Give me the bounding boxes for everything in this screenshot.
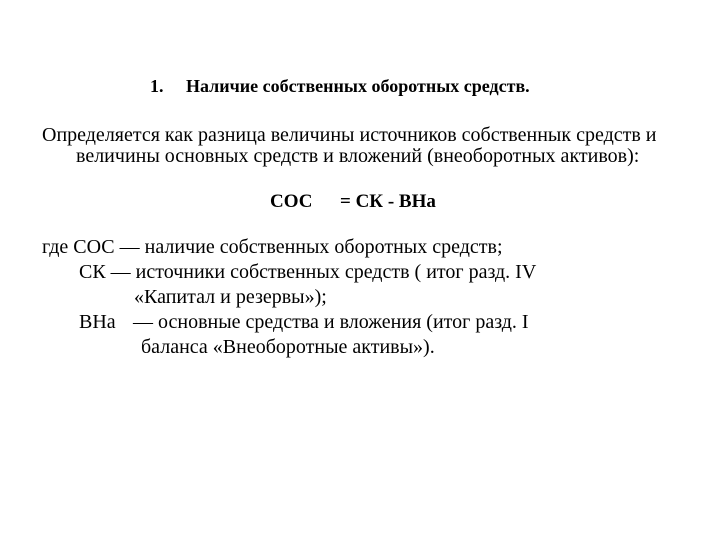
heading-title: Наличие собственных оборотных средств. bbox=[186, 76, 530, 96]
definition-line-1: Определяется как разница величины источников собственнык средств и bbox=[42, 124, 657, 146]
formula-rhs: = СК - ВНа bbox=[340, 191, 436, 212]
legend-term-vna: ВНа bbox=[79, 311, 116, 333]
legend-line-2: СК — источники собственных средств ( итог разд. IV bbox=[79, 261, 537, 283]
section-heading bbox=[150, 76, 530, 97]
legend-line-4: — основные средства и вложения (итог разд. I bbox=[133, 311, 529, 333]
formula-lhs: СОС bbox=[270, 191, 313, 212]
legend-line-5: баланса «Внеоборотные активы»). bbox=[141, 336, 435, 358]
heading-number: 1. bbox=[150, 76, 164, 96]
legend-line-1: где СОС — наличие собственных оборотных средств; bbox=[42, 236, 503, 258]
definition-line-2: величины основных средств и вложений (внеоборотных активов): bbox=[76, 145, 640, 167]
legend-line-3: «Капитал и резервы»); bbox=[134, 286, 327, 308]
